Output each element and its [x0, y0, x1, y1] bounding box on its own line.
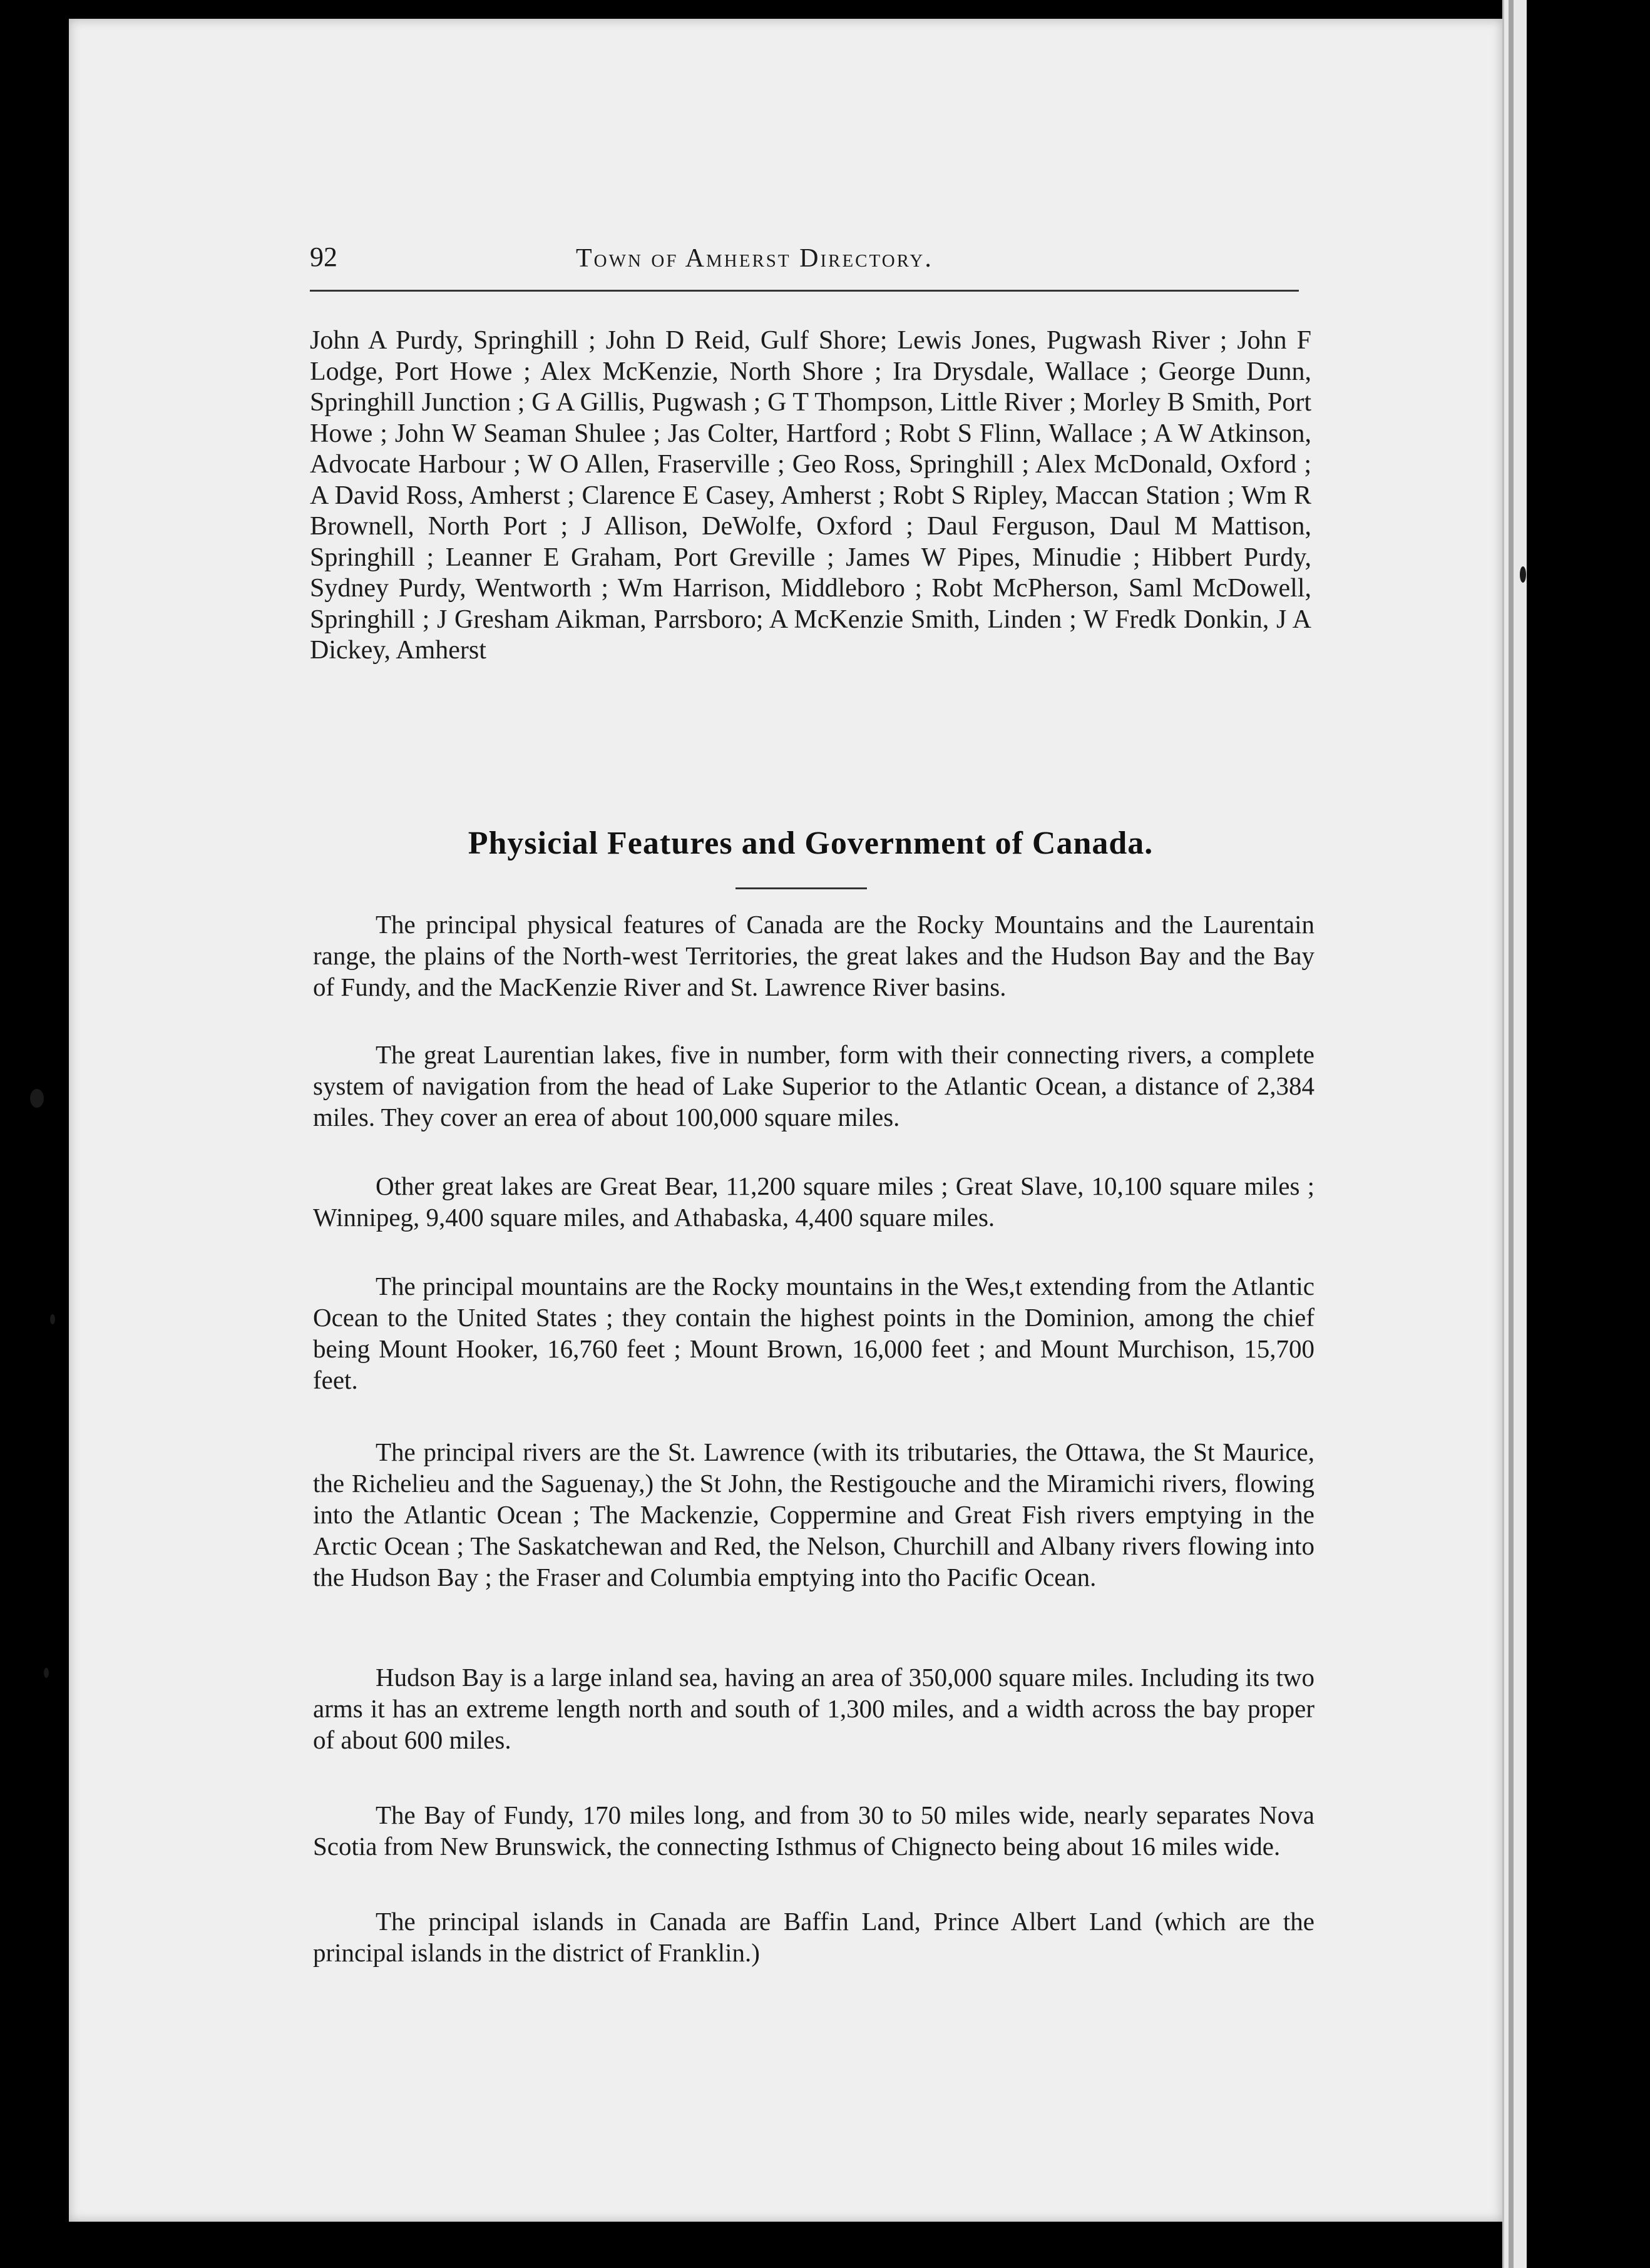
page-number: 92 — [310, 242, 337, 272]
header-rule — [310, 290, 1299, 292]
page-edge — [1502, 0, 1527, 2268]
paragraph-mountains: The principal mountains are the Rocky mountains in the Wes,t extending from the Atlantic Ocean to the United States ; they contain the highest points in the Dominion, among the chief being Mount Hooker, 16,760 feet ; Mount Brown, 16,000 feet ; and Mount Murchison, 15,700 feet. — [313, 1272, 1314, 1394]
running-title: Town of Amherst Directory. — [576, 244, 933, 273]
paragraph-hudson-bay: Hudson Bay is a large inland sea, having an area of 350,000 square miles. Including its two arms it has an extreme length north and south of 1,300 miles, and a width across the bay proper of about 600 miles. — [313, 1663, 1314, 1754]
paragraph-islands: The principal islands in Canada are Baffin Land, Prince Albert Land (which are the principal islands in the district of Franklin.) — [313, 1907, 1314, 1967]
margin-speck — [1520, 566, 1526, 583]
paragraph-physical-features: The principal physical features of Canada are the Rocky Mountains and the Laurentain range, the plains of the North-west Territories, the great lakes and the Hudson Bay and the Bay of Fundy, and the MacKenzie River and St. Lawrence River basins. — [313, 910, 1314, 1001]
section-title: Physicial Features and Government of Canada. — [468, 825, 1154, 861]
title-rule — [735, 887, 867, 889]
margin-speck — [50, 1314, 55, 1324]
page-edge-shadow — [1509, 0, 1514, 2268]
paragraph-other-lakes: Other great lakes are Great Bear, 11,200 square miles ; Great Slave, 10,100 square miles ; Winnipeg, 9,400 square miles, and Athabaska, 4,400 square miles. — [313, 1172, 1314, 1232]
names-paragraph: John A Purdy, Springhill ; John D Reid, Gulf Shore; Lewis Jones, Pugwash River ; John F Lodge, Port Howe ; Alex McKenzie, North Shore ; Ira Drysdale, Wallace ; George Dunn, Springhill Junction ; G A Gillis, Pugwash ; G T Thompson, Little River ; Morley B Smith, Port Howe ; John W Seaman Shulee ; Jas Colter, Hartford ; Robt S Flinn, Wallace ; A W Atkinson, Advocate Harbour ; W O Allen, Fraserville ; Geo Ross, Springhill ; Alex McDonald, Oxford ; A David Ross, Amherst ; Clarence E Casey, Amherst ; Robt S Ripley, Maccan Station ; Wm R Brownell, North Port ; J Allison, DeWolfe, Oxford ; Daul Ferguson, Daul M Mattison, Springhill ; Leanner E Graham, Port Greville ; James W Pipes, Minudie ; Hibbert Purdy, Sydney Purdy, Wentworth ; Wm Harrison, Middleboro ; Robt McPherson, Saml McDowell, Springhill ; J Gresham Aikman, Parrsboro; A McKenzie Smith, Linden ; W Fredk Donkin, J A Dickey, Amherst — [310, 326, 1311, 665]
paragraph-bay-of-fundy: The Bay of Fundy, 170 miles long, and from 30 to 50 miles wide, nearly separates Nova Scotia from New Brunswick, the connecting Isthmus of Chignecto being about 16 miles wide. — [313, 1801, 1314, 1861]
page-header — [310, 241, 1299, 291]
paragraph-rivers: The principal rivers are the St. Lawrence (with its tributaries, the Ottawa, the St Maurice, the Richelieu and the Saguenay,) the St John, the Restigouche and the Miramichi rivers, flowing into the Atlantic Ocean ; The Mackenzie, Coppermine and Great Fish rivers emptying in the Arctic Ocean ; The Saskatchewan and Red, the Nelson, Churchill and Albany rivers flowing into the Hudson Bay ; the Fraser and Columbia emptying into tho Pacific Ocean. — [313, 1438, 1314, 1591]
margin-speck — [44, 1668, 49, 1678]
paragraph-laurentian-lakes: The great Laurentian lakes, five in number, form with their connecting rivers, a complete system of navigation from the head of Lake Superior to the Atlantic Ocean, a distance of 2,384 miles. They cover an erea of about 100,000 square miles. — [313, 1040, 1314, 1131]
margin-speck — [30, 1089, 44, 1108]
